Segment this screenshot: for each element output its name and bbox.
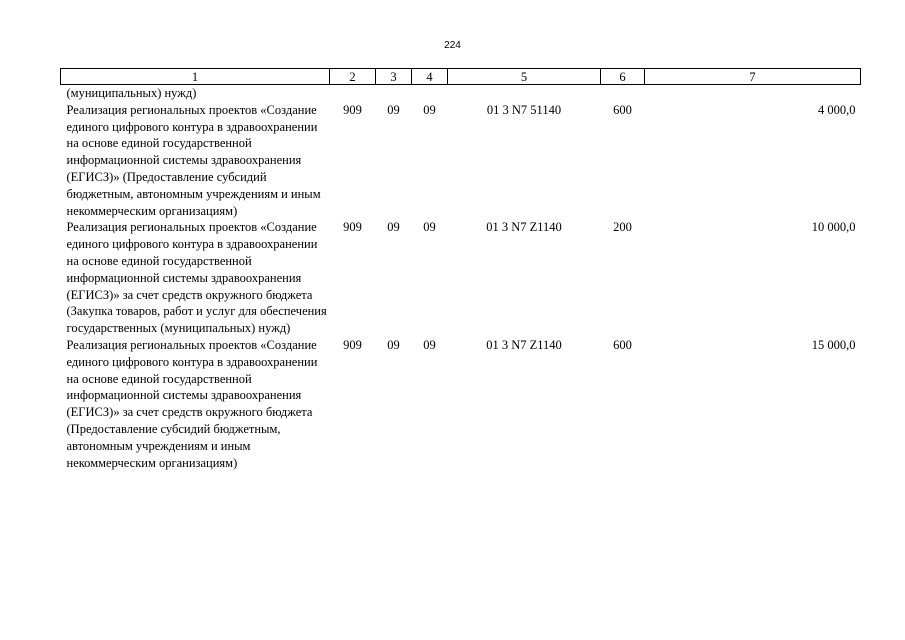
row-expense-type: 600 (613, 102, 632, 117)
row-sum: 10 000,0 (811, 220, 856, 235)
row-grbs: 909 (343, 102, 362, 117)
continuation-text: (муниципальных) нужд) (66, 86, 197, 100)
row-subsection: 09 (423, 102, 436, 117)
header-col-2: 2 (330, 69, 376, 85)
table-row (61, 337, 861, 471)
header-col-7: 7 (645, 69, 861, 85)
row-expense-type: 600 (613, 337, 632, 352)
row-sum: 15 000,0 (811, 337, 856, 352)
continuation-row (61, 85, 861, 102)
header-col-4: 4 (412, 69, 448, 85)
table-row (61, 219, 861, 337)
row-subsection: 09 (423, 220, 436, 235)
row-grbs: 909 (343, 220, 362, 235)
row-name: Реализация региональных проектов «Создание единого цифрового контура в здравоохранении на основе единой государственной информационной системы здравоохранения (ЕГИСЗ)» за счет средств окружного бюджета (Предоставление субсидий бюджетным, автономным учреждениям и иным некоммерческим организациям) (66, 337, 318, 470)
row-grbs: 909 (343, 337, 362, 352)
header-row (61, 69, 861, 85)
budget-table (60, 68, 861, 471)
row-name: Реализация региональных проектов «Создание единого цифрового контура в здравоохранении на основе единой государственной информационной системы здравоохранения (ЕГИСЗ)» за счет средств окружного бюджета (Закупка товаров, работ и услуг для обеспечения государственных (муниципальных) нужд) (66, 220, 327, 336)
page-number: 224 (444, 40, 461, 51)
row-expense-type: 200 (613, 220, 632, 235)
row-name: Реализация региональных проектов «Создание единого цифрового контура в здравоохранении на основе единой государственной информационной системы здравоохранения (ЕГИСЗ)» (Предоставление субсидий бюджетным, автономным учреждениям и иным некоммерческим организациям) (66, 102, 321, 218)
row-section: 09 (387, 220, 400, 235)
row-section: 09 (387, 337, 400, 352)
row-target-article: 01 3 N7 51140 (486, 102, 562, 117)
header-col-3: 3 (376, 69, 412, 85)
header-col-5: 5 (448, 69, 601, 85)
header-col-6: 6 (601, 69, 645, 85)
table-row (61, 102, 861, 220)
row-subsection: 09 (423, 337, 436, 352)
row-sum: 4 000,0 (818, 102, 856, 117)
row-target-article: 01 3 N7 Z1140 (486, 337, 562, 352)
row-target-article: 01 3 N7 Z1140 (486, 220, 562, 235)
header-col-1: 1 (61, 69, 330, 85)
row-section: 09 (387, 102, 400, 117)
